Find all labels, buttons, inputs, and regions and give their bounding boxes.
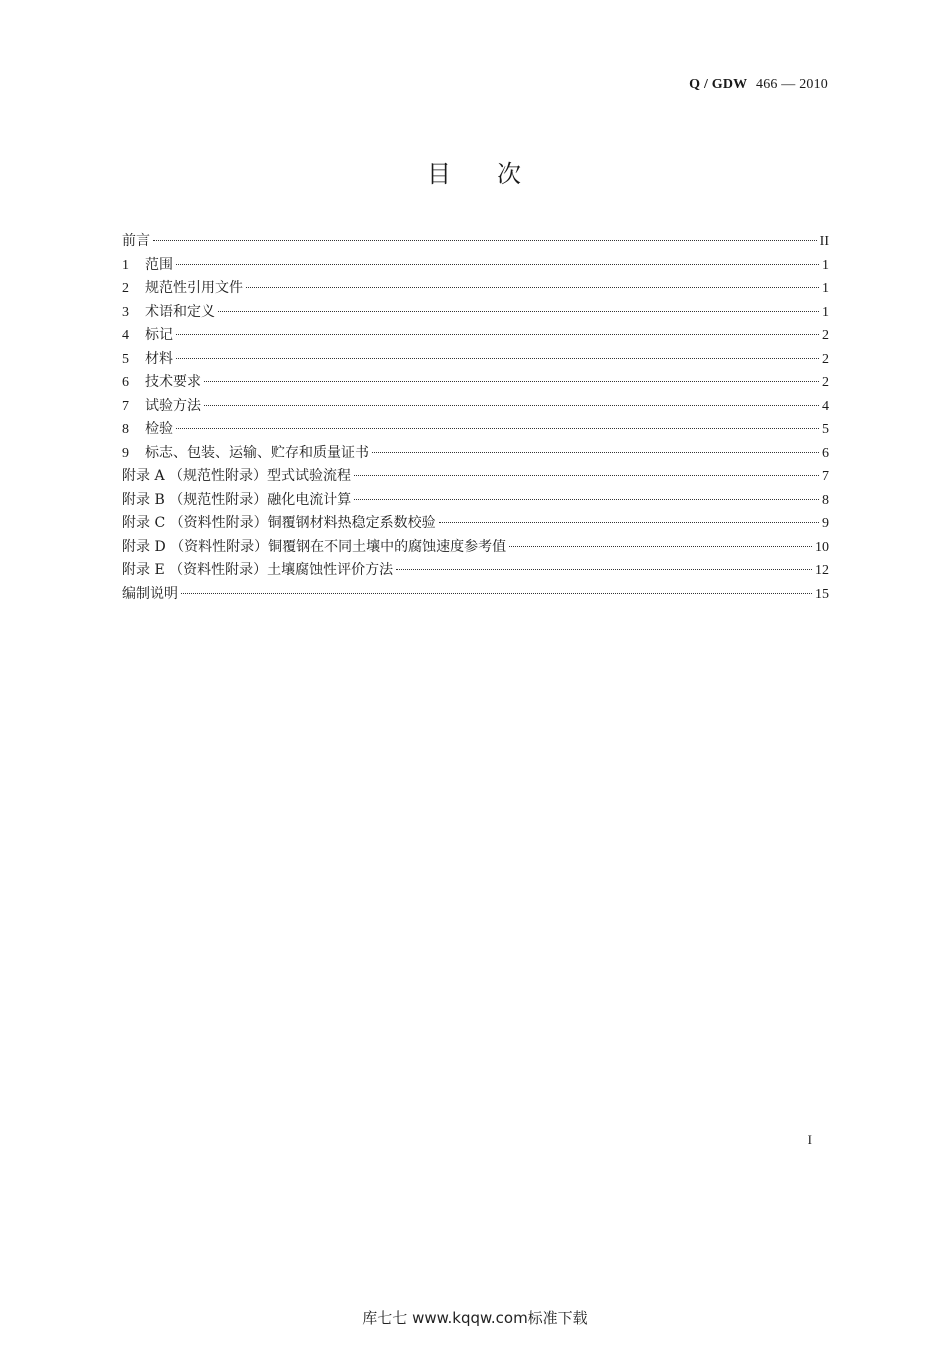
toc-entry-title: 术语和定义 [145,303,215,320]
toc-entry-title: 试验方法 [145,397,201,414]
toc-entry-page: 9 [822,516,829,531]
toc-entry[interactable] [122,395,829,419]
toc-dot-leader [176,427,819,429]
toc-entry[interactable] [122,512,829,536]
toc-entry-page: 5 [822,422,829,437]
standard-number: 466 — 2010 [756,77,828,92]
toc-dot-leader [153,239,817,241]
standard-header [689,76,828,93]
toc-entry-page: II [819,234,829,249]
toc-entry-page: 15 [815,586,829,602]
toc-entry-page: 7 [822,469,829,484]
toc-entry-number: 8 [122,422,129,437]
toc-entry-page: 1 [822,281,829,296]
toc-entry[interactable] [122,418,829,442]
toc-entry[interactable] [122,489,829,513]
toc-dot-leader [246,286,819,288]
toc-entry[interactable] [122,277,829,301]
toc-entry-page: 2 [822,328,829,343]
page-title [0,154,950,189]
toc-entry-title: 材料 [145,350,173,367]
toc-entry-title: 附录 D （资料性附录）铜覆钢在不同土壤中的腐蚀速度参考值 [122,538,507,555]
toc-entry-number: 3 [122,304,129,320]
toc-entry-page: 4 [822,398,829,414]
toc-entry-number: 9 [122,445,129,461]
toc-entry-page: 10 [815,539,829,555]
toc-dot-leader [176,263,819,265]
toc-entry-title: 范围 [145,256,173,273]
toc-entry-page: 12 [815,563,829,578]
toc-entry[interactable] [122,583,829,607]
footer-watermark: 库七七 www.kqqw.com标准下载 [362,1309,588,1327]
toc-entry-title: 技术要求 [145,374,201,390]
toc-dot-leader [372,451,819,453]
toc-entry[interactable] [122,324,829,348]
toc-entry-page: 1 [822,257,829,273]
toc-entry-title: 前言 [122,233,150,249]
toc-entry[interactable] [122,301,829,325]
toc-entry[interactable] [122,465,829,489]
toc-dot-leader [396,568,812,570]
toc-entry-title: 标志、包装、运输、贮存和质量证书 [145,444,369,461]
toc-entry-title: 附录 B （规范性附录）融化电流计算 [122,491,352,508]
toc-entry-title: 规范性引用文件 [145,280,243,296]
toc-dot-leader [218,310,819,312]
toc-dot-leader [181,592,812,594]
toc-dot-leader [509,545,812,547]
toc-dot-leader [204,380,819,382]
toc-entry-page: 2 [822,375,829,390]
toc-entry-number: 5 [122,351,129,367]
toc-entry-number: 6 [122,375,129,390]
toc-entry-number: 7 [122,398,129,414]
toc-entry-number: 2 [122,281,129,296]
toc-entry[interactable] [122,230,829,254]
toc-entry[interactable] [122,559,829,583]
toc-dot-leader [204,404,819,406]
toc-entry-title: 标记 [145,327,173,343]
toc-entry[interactable] [122,536,829,560]
page-number: I [807,1132,812,1147]
toc-entry-title: 附录 C （资料性附录）铜覆钢材料热稳定系数校验 [122,515,436,531]
standard-code: Q / GDW [689,77,748,92]
toc-dot-leader [439,521,819,523]
toc-entry[interactable] [122,254,829,278]
toc-entry-title: 附录 E （资料性附录）土壤腐蚀性评价方法 [122,562,394,578]
toc-dot-leader [176,357,819,359]
toc-dot-leader [354,474,819,476]
toc-entry-number: 1 [122,257,129,273]
toc-dot-leader [176,333,819,335]
toc-entry-title: 编制说明 [122,585,178,602]
toc-entry-page: 6 [822,445,829,461]
toc-entry-title: 检验 [145,421,173,437]
toc-entry-number: 4 [122,328,129,343]
toc-dot-leader [354,498,819,500]
title-char-1: 目 [427,160,453,188]
toc-entry[interactable] [122,442,829,466]
toc-entry-page: 8 [822,492,829,508]
toc-entry-page: 1 [822,304,829,320]
toc-entry[interactable] [122,348,829,372]
toc-entry[interactable] [122,371,829,395]
title-char-2: 次 [497,160,523,188]
table-of-contents [122,230,829,606]
toc-entry-title: 附录 A （规范性附录）型式试验流程 [122,468,352,484]
toc-entry-page: 2 [822,351,829,367]
